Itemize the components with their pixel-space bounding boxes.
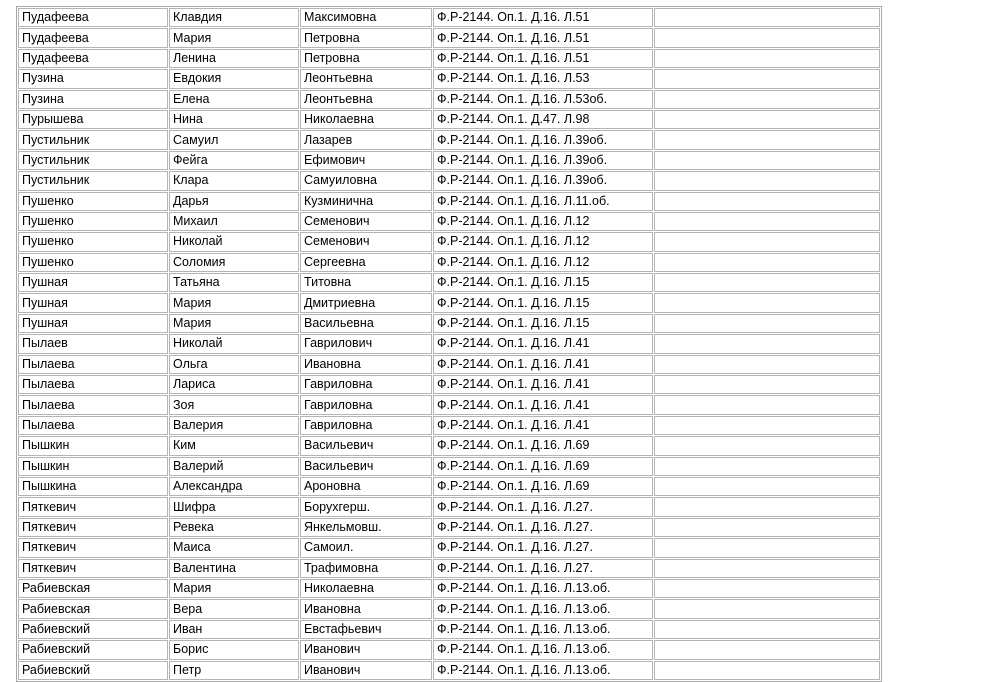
surname-cell: Рабиевская bbox=[18, 579, 168, 598]
surname-cell: Пылаева bbox=[18, 416, 168, 435]
table-row bbox=[18, 232, 880, 251]
patronymic-cell: Гавриловна bbox=[300, 375, 432, 394]
surname-cell: Пышкин bbox=[18, 457, 168, 476]
table-row bbox=[18, 620, 880, 639]
records-table bbox=[16, 6, 882, 682]
first-name-cell: Самуил bbox=[169, 130, 299, 149]
archive-reference-cell: Ф.Р-2144. Оп.1. Д.16. Л.51 bbox=[433, 28, 653, 47]
surname-cell: Пылаева bbox=[18, 375, 168, 394]
empty-cell bbox=[654, 253, 880, 272]
first-name-cell: Валерия bbox=[169, 416, 299, 435]
first-name-cell: Ким bbox=[169, 436, 299, 455]
patronymic-cell: Гавриловна bbox=[300, 416, 432, 435]
table-row bbox=[18, 661, 880, 680]
surname-cell: Рабиевский bbox=[18, 640, 168, 659]
empty-cell bbox=[654, 151, 880, 170]
table-row bbox=[18, 293, 880, 312]
archive-reference-cell: Ф.Р-2144. Оп.1. Д.16. Л.27. bbox=[433, 497, 653, 516]
archive-reference-cell: Ф.Р-2144. Оп.1. Д.16. Л.13.об. bbox=[433, 599, 653, 618]
patronymic-cell: Ивановна bbox=[300, 355, 432, 374]
surname-cell: Пузина bbox=[18, 69, 168, 88]
archive-reference-cell: Ф.Р-2144. Оп.1. Д.16. Л.69 bbox=[433, 436, 653, 455]
first-name-cell: Евдокия bbox=[169, 69, 299, 88]
surname-cell: Пяткевич bbox=[18, 497, 168, 516]
archive-reference-cell: Ф.Р-2144. Оп.1. Д.16. Л.41 bbox=[433, 334, 653, 353]
empty-cell bbox=[654, 416, 880, 435]
empty-cell bbox=[654, 375, 880, 394]
first-name-cell: Шифра bbox=[169, 497, 299, 516]
empty-cell bbox=[654, 640, 880, 659]
empty-cell bbox=[654, 314, 880, 333]
archive-reference-cell: Ф.Р-2144. Оп.1. Д.16. Л.41 bbox=[433, 416, 653, 435]
surname-cell: Рабиевский bbox=[18, 620, 168, 639]
empty-cell bbox=[654, 293, 880, 312]
records-table-body bbox=[18, 8, 880, 680]
surname-cell: Пустильник bbox=[18, 130, 168, 149]
patronymic-cell: Дмитриевна bbox=[300, 293, 432, 312]
first-name-cell: Нина bbox=[169, 110, 299, 129]
first-name-cell: Николай bbox=[169, 232, 299, 251]
first-name-cell: Николай bbox=[169, 334, 299, 353]
first-name-cell: Маиса bbox=[169, 538, 299, 557]
empty-cell bbox=[654, 273, 880, 292]
table-row bbox=[18, 151, 880, 170]
patronymic-cell: Петровна bbox=[300, 49, 432, 68]
patronymic-cell: Титовна bbox=[300, 273, 432, 292]
surname-cell: Пушная bbox=[18, 273, 168, 292]
patronymic-cell: Николаевна bbox=[300, 579, 432, 598]
surname-cell: Пушенко bbox=[18, 212, 168, 231]
archive-reference-cell: Ф.Р-2144. Оп.1. Д.16. Л.15 bbox=[433, 293, 653, 312]
archive-reference-cell: Ф.Р-2144. Оп.1. Д.16. Л.12 bbox=[433, 253, 653, 272]
first-name-cell: Михаил bbox=[169, 212, 299, 231]
surname-cell: Пустильник bbox=[18, 171, 168, 190]
table-row bbox=[18, 334, 880, 353]
table-row bbox=[18, 395, 880, 414]
empty-cell bbox=[654, 661, 880, 680]
records-sheet bbox=[16, 6, 882, 682]
table-row bbox=[18, 192, 880, 211]
empty-cell bbox=[654, 477, 880, 496]
surname-cell: Пушенко bbox=[18, 253, 168, 272]
table-row bbox=[18, 253, 880, 272]
patronymic-cell: Семенович bbox=[300, 232, 432, 251]
archive-reference-cell: Ф.Р-2144. Оп.1. Д.16. Л.69 bbox=[433, 477, 653, 496]
surname-cell: Пылаев bbox=[18, 334, 168, 353]
surname-cell: Пустильник bbox=[18, 151, 168, 170]
table-row bbox=[18, 579, 880, 598]
first-name-cell: Татьяна bbox=[169, 273, 299, 292]
first-name-cell: Ревека bbox=[169, 518, 299, 537]
patronymic-cell: Самуиловна bbox=[300, 171, 432, 190]
table-row bbox=[18, 559, 880, 578]
patronymic-cell: Леонтьевна bbox=[300, 90, 432, 109]
empty-cell bbox=[654, 436, 880, 455]
empty-cell bbox=[654, 232, 880, 251]
archive-reference-cell: Ф.Р-2144. Оп.1. Д.16. Л.69 bbox=[433, 457, 653, 476]
table-row bbox=[18, 314, 880, 333]
patronymic-cell: Ароновна bbox=[300, 477, 432, 496]
surname-cell: Пышкина bbox=[18, 477, 168, 496]
surname-cell: Пяткевич bbox=[18, 559, 168, 578]
patronymic-cell: Ивановна bbox=[300, 599, 432, 618]
archive-reference-cell: Ф.Р-2144. Оп.1. Д.16. Л.12 bbox=[433, 212, 653, 231]
patronymic-cell: Ефимович bbox=[300, 151, 432, 170]
surname-cell: Пушная bbox=[18, 314, 168, 333]
surname-cell: Пылаева bbox=[18, 395, 168, 414]
empty-cell bbox=[654, 192, 880, 211]
empty-cell bbox=[654, 130, 880, 149]
patronymic-cell: Леонтьевна bbox=[300, 69, 432, 88]
first-name-cell: Елена bbox=[169, 90, 299, 109]
patronymic-cell: Самоил. bbox=[300, 538, 432, 557]
patronymic-cell: Васильевич bbox=[300, 457, 432, 476]
empty-cell bbox=[654, 69, 880, 88]
surname-cell: Пышкин bbox=[18, 436, 168, 455]
archive-reference-cell: Ф.Р-2144. Оп.1. Д.16. Л.11.об. bbox=[433, 192, 653, 211]
empty-cell bbox=[654, 110, 880, 129]
first-name-cell: Иван bbox=[169, 620, 299, 639]
archive-reference-cell: Ф.Р-2144. Оп.1. Д.16. Л.13.об. bbox=[433, 661, 653, 680]
table-row bbox=[18, 28, 880, 47]
table-row bbox=[18, 90, 880, 109]
archive-reference-cell: Ф.Р-2144. Оп.1. Д.16. Л.39об. bbox=[433, 151, 653, 170]
empty-cell bbox=[654, 559, 880, 578]
surname-cell: Пылаева bbox=[18, 355, 168, 374]
empty-cell bbox=[654, 518, 880, 537]
archive-reference-cell: Ф.Р-2144. Оп.1. Д.16. Л.39об. bbox=[433, 171, 653, 190]
surname-cell: Пудафеева bbox=[18, 28, 168, 47]
table-row bbox=[18, 212, 880, 231]
first-name-cell: Мария bbox=[169, 293, 299, 312]
empty-cell bbox=[654, 49, 880, 68]
surname-cell: Пудафеева bbox=[18, 49, 168, 68]
surname-cell: Пузина bbox=[18, 90, 168, 109]
patronymic-cell: Гавриловна bbox=[300, 395, 432, 414]
patronymic-cell: Васильевич bbox=[300, 436, 432, 455]
table-row bbox=[18, 518, 880, 537]
empty-cell bbox=[654, 334, 880, 353]
surname-cell: Пушная bbox=[18, 293, 168, 312]
empty-cell bbox=[654, 620, 880, 639]
archive-reference-cell: Ф.Р-2144. Оп.1. Д.16. Л.51 bbox=[433, 8, 653, 27]
patronymic-cell: Петровна bbox=[300, 28, 432, 47]
archive-reference-cell: Ф.Р-2144. Оп.1. Д.16. Л.13.об. bbox=[433, 620, 653, 639]
table-row bbox=[18, 49, 880, 68]
empty-cell bbox=[654, 395, 880, 414]
archive-reference-cell: Ф.Р-2144. Оп.1. Д.16. Л.39об. bbox=[433, 130, 653, 149]
archive-reference-cell: Ф.Р-2144. Оп.1. Д.16. Л.41 bbox=[433, 395, 653, 414]
table-row bbox=[18, 599, 880, 618]
table-row bbox=[18, 457, 880, 476]
archive-reference-cell: Ф.Р-2144. Оп.1. Д.16. Л.27. bbox=[433, 559, 653, 578]
patronymic-cell: Кузминична bbox=[300, 192, 432, 211]
archive-reference-cell: Ф.Р-2144. Оп.1. Д.16. Л.53 bbox=[433, 69, 653, 88]
patronymic-cell: Семенович bbox=[300, 212, 432, 231]
first-name-cell: Мария bbox=[169, 314, 299, 333]
patronymic-cell: Максимовна bbox=[300, 8, 432, 27]
patronymic-cell: Гаврилович bbox=[300, 334, 432, 353]
surname-cell: Пудафеева bbox=[18, 8, 168, 27]
first-name-cell: Клавдия bbox=[169, 8, 299, 27]
surname-cell: Пушенко bbox=[18, 192, 168, 211]
patronymic-cell: Сергеевна bbox=[300, 253, 432, 272]
first-name-cell: Петр bbox=[169, 661, 299, 680]
empty-cell bbox=[654, 212, 880, 231]
empty-cell bbox=[654, 599, 880, 618]
patronymic-cell: Янкельмовш. bbox=[300, 518, 432, 537]
empty-cell bbox=[654, 355, 880, 374]
archive-reference-cell: Ф.Р-2144. Оп.1. Д.16. Л.27. bbox=[433, 538, 653, 557]
first-name-cell: Ленина bbox=[169, 49, 299, 68]
archive-reference-cell: Ф.Р-2144. Оп.1. Д.16. Л.41 bbox=[433, 375, 653, 394]
first-name-cell: Александра bbox=[169, 477, 299, 496]
first-name-cell: Ольга bbox=[169, 355, 299, 374]
empty-cell bbox=[654, 538, 880, 557]
archive-reference-cell: Ф.Р-2144. Оп.1. Д.16. Л.41 bbox=[433, 355, 653, 374]
surname-cell: Рабиевский bbox=[18, 661, 168, 680]
archive-reference-cell: Ф.Р-2144. Оп.1. Д.16. Л.15 bbox=[433, 314, 653, 333]
table-row bbox=[18, 477, 880, 496]
archive-reference-cell: Ф.Р-2144. Оп.1. Д.16. Л.15 bbox=[433, 273, 653, 292]
surname-cell: Рабиевская bbox=[18, 599, 168, 618]
surname-cell: Пушенко bbox=[18, 232, 168, 251]
archive-reference-cell: Ф.Р-2144. Оп.1. Д.16. Л.13.об. bbox=[433, 640, 653, 659]
archive-reference-cell: Ф.Р-2144. Оп.1. Д.16. Л.51 bbox=[433, 49, 653, 68]
first-name-cell: Соломия bbox=[169, 253, 299, 272]
patronymic-cell: Васильевна bbox=[300, 314, 432, 333]
patronymic-cell: Трафимовна bbox=[300, 559, 432, 578]
first-name-cell: Валентина bbox=[169, 559, 299, 578]
empty-cell bbox=[654, 497, 880, 516]
first-name-cell: Лариса bbox=[169, 375, 299, 394]
table-row bbox=[18, 273, 880, 292]
empty-cell bbox=[654, 8, 880, 27]
archive-reference-cell: Ф.Р-2144. Оп.1. Д.16. Л.13.об. bbox=[433, 579, 653, 598]
table-row bbox=[18, 538, 880, 557]
empty-cell bbox=[654, 171, 880, 190]
table-row bbox=[18, 110, 880, 129]
table-row bbox=[18, 130, 880, 149]
table-row bbox=[18, 355, 880, 374]
first-name-cell: Вера bbox=[169, 599, 299, 618]
first-name-cell: Валерий bbox=[169, 457, 299, 476]
archive-reference-cell: Ф.Р-2144. Оп.1. Д.47. Л.98 bbox=[433, 110, 653, 129]
archive-reference-cell: Ф.Р-2144. Оп.1. Д.16. Л.27. bbox=[433, 518, 653, 537]
table-row bbox=[18, 171, 880, 190]
table-row bbox=[18, 497, 880, 516]
empty-cell bbox=[654, 90, 880, 109]
surname-cell: Пяткевич bbox=[18, 538, 168, 557]
first-name-cell: Фейга bbox=[169, 151, 299, 170]
first-name-cell: Дарья bbox=[169, 192, 299, 211]
patronymic-cell: Николаевна bbox=[300, 110, 432, 129]
first-name-cell: Мария bbox=[169, 28, 299, 47]
first-name-cell: Клара bbox=[169, 171, 299, 190]
patronymic-cell: Борухгерш. bbox=[300, 497, 432, 516]
first-name-cell: Борис bbox=[169, 640, 299, 659]
table-row bbox=[18, 8, 880, 27]
empty-cell bbox=[654, 28, 880, 47]
empty-cell bbox=[654, 457, 880, 476]
table-row bbox=[18, 416, 880, 435]
archive-reference-cell: Ф.Р-2144. Оп.1. Д.16. Л.12 bbox=[433, 232, 653, 251]
first-name-cell: Зоя bbox=[169, 395, 299, 414]
table-row bbox=[18, 375, 880, 394]
patronymic-cell: Иванович bbox=[300, 640, 432, 659]
empty-cell bbox=[654, 579, 880, 598]
patronymic-cell: Иванович bbox=[300, 661, 432, 680]
first-name-cell: Мария bbox=[169, 579, 299, 598]
patronymic-cell: Евстафьевич bbox=[300, 620, 432, 639]
archive-reference-cell: Ф.Р-2144. Оп.1. Д.16. Л.53об. bbox=[433, 90, 653, 109]
surname-cell: Пурышева bbox=[18, 110, 168, 129]
table-row bbox=[18, 640, 880, 659]
table-row bbox=[18, 69, 880, 88]
table-row bbox=[18, 436, 880, 455]
patronymic-cell: Лазарев bbox=[300, 130, 432, 149]
surname-cell: Пяткевич bbox=[18, 518, 168, 537]
